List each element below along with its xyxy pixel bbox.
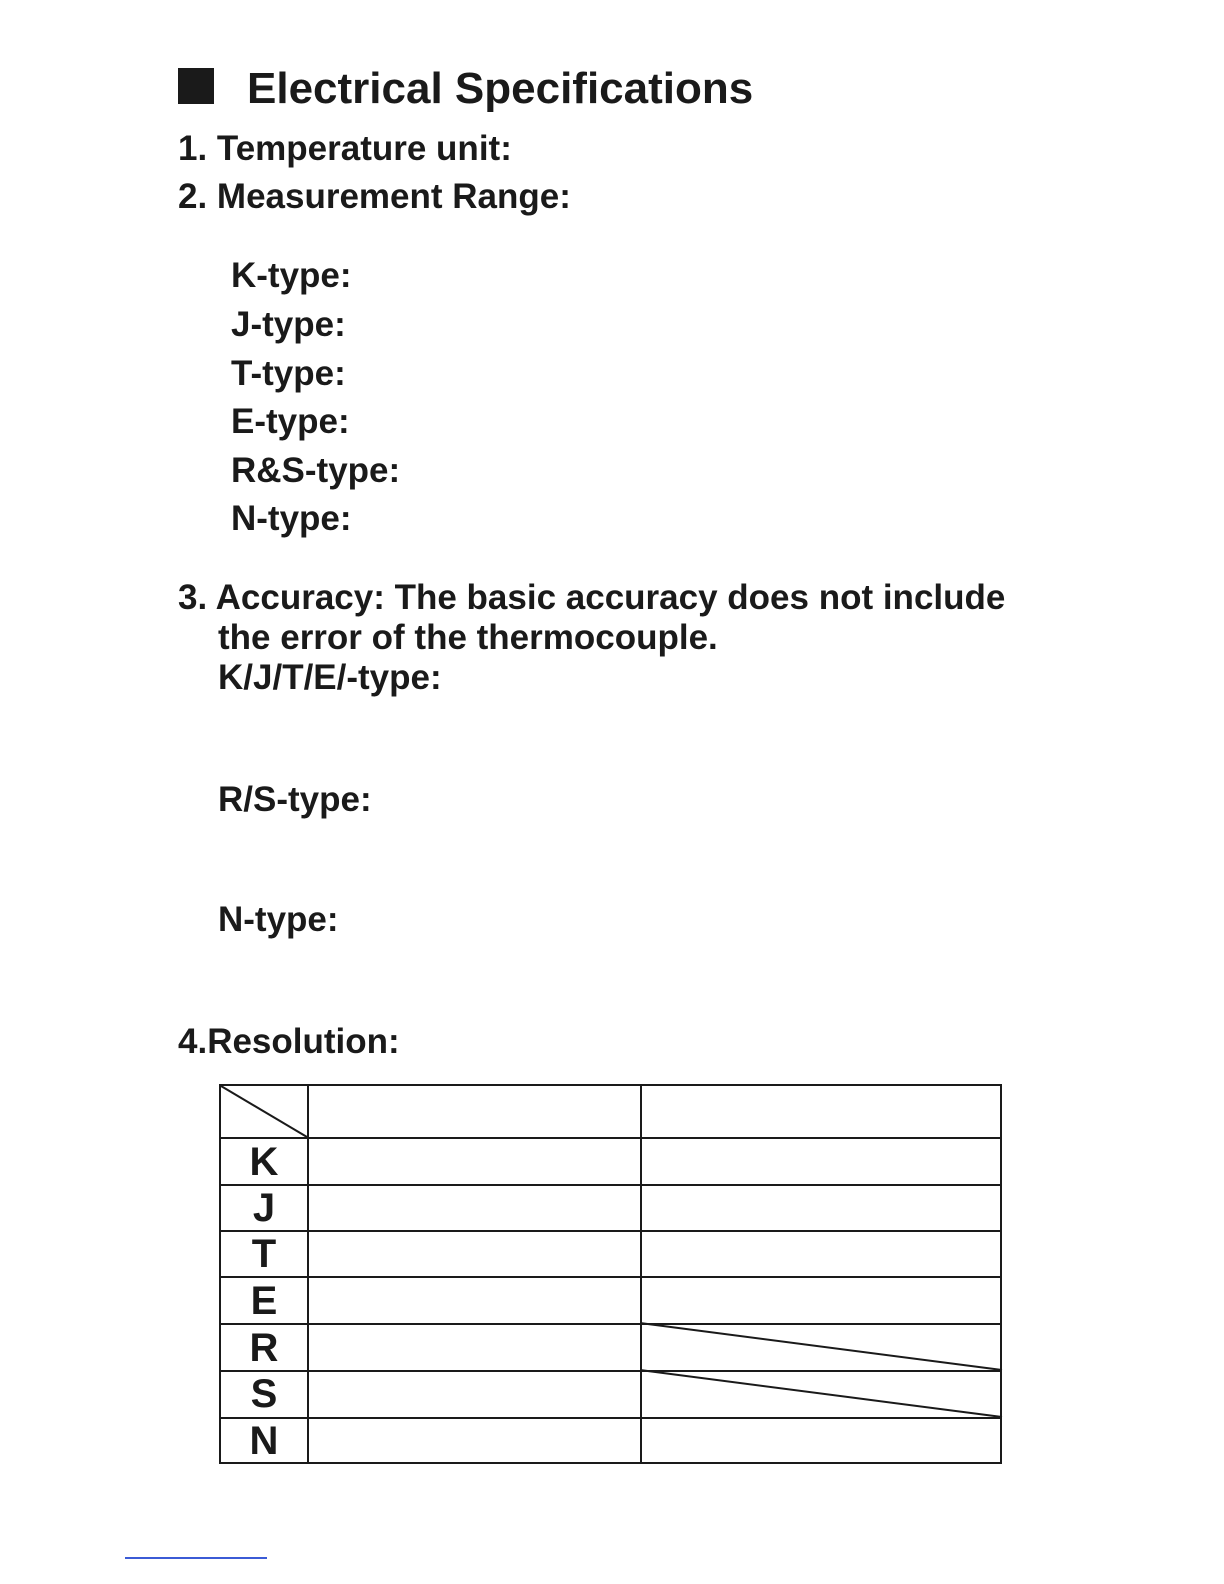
accuracy-rs-type-label: R/S-type: [218, 780, 372, 819]
table-row-label-j: J [252, 1186, 276, 1230]
range-t-type-label: T-type: [231, 354, 346, 393]
resolution-label: 4.Resolution: [178, 1022, 400, 1061]
heading-bullet-icon [178, 68, 214, 104]
struck-cell-s-diagonal [640, 1370, 1002, 1417]
accuracy-n-type-label: N-type: [218, 900, 339, 939]
struck-cell-r-diagonal [640, 1323, 1002, 1370]
table-row-label-e: E [250, 1279, 278, 1323]
table-row-label-t: T [251, 1232, 277, 1276]
range-j-type-label: J-type: [231, 305, 346, 344]
table-row-label-r: R [249, 1326, 279, 1370]
page-title: Electrical Specifications [247, 64, 754, 113]
range-rs-type-label: R&S-type: [231, 451, 401, 490]
range-k-type-label: K-type: [231, 256, 352, 295]
accuracy-note: the error of the thermocouple. [218, 618, 718, 657]
accuracy-label: 3. Accuracy: The basic accuracy does not include [178, 578, 1006, 617]
temperature-unit-label: 1. Temperature unit: [178, 129, 512, 168]
table-row-label-n: N [249, 1419, 279, 1463]
measurement-range-label: 2. Measurement Range: [178, 177, 571, 216]
header-corner-diagonal [221, 1086, 307, 1137]
resolution-table [219, 1084, 1002, 1464]
range-n-type-label: N-type: [231, 499, 352, 538]
table-diagonals [221, 1086, 1000, 1462]
table-row-label-s: S [250, 1372, 278, 1416]
range-e-type-label: E-type: [231, 402, 350, 441]
accuracy-kjte-type-label: K/J/T/E/-type: [218, 658, 442, 697]
table-row-label-k: K [249, 1140, 279, 1184]
footer-rule [125, 1557, 267, 1559]
